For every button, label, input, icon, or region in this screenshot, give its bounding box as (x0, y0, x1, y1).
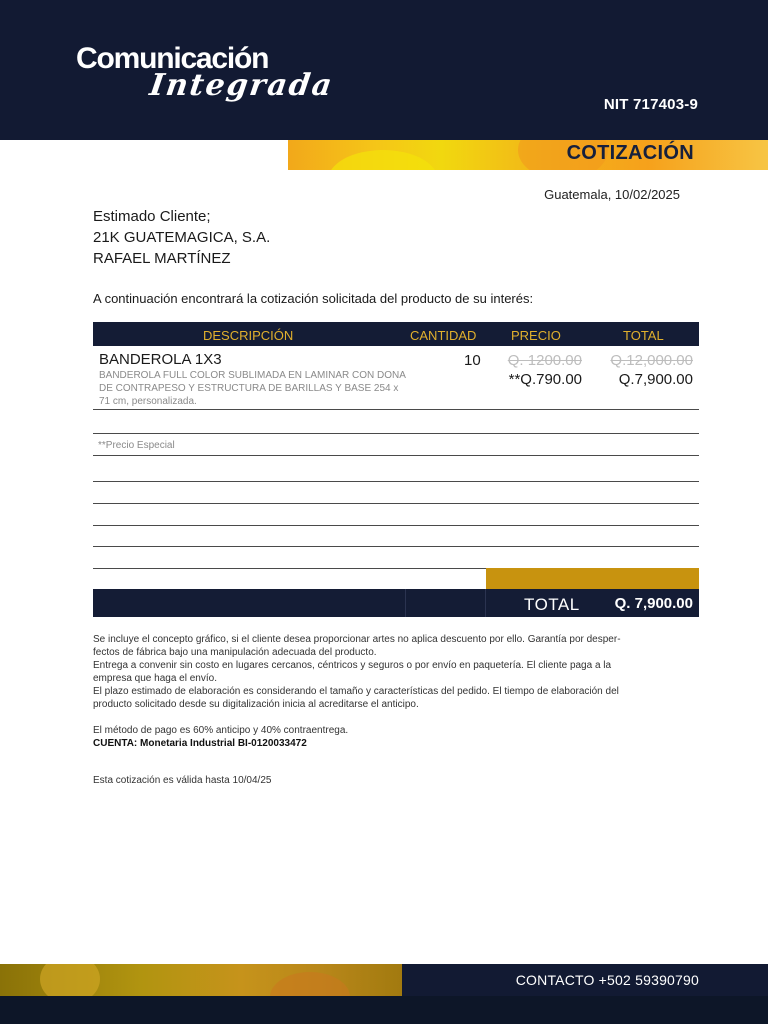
total-accent-bar (486, 568, 699, 589)
terms-line: empresa que haga el envío. (93, 673, 217, 684)
terms-line: producto solicitado desde su digitalización inicia al acreditarse el anticipo. (93, 699, 419, 710)
table-rule (93, 481, 699, 482)
client-company: 21K GUATEMAGICA, S.A. (93, 229, 271, 246)
decorative-blob (270, 972, 350, 996)
table-rule (93, 525, 699, 526)
document-date: Guatemala, 10/02/2025 (544, 187, 680, 202)
item-old-price: Q. 1200.00 (507, 352, 582, 369)
terms-line: Se incluye el concepto gráfico, si el cliente desea proporcionar artes no aplica descuento por ello. Garantía por desper- (93, 634, 621, 645)
item-name: BANDEROLA 1X3 (99, 351, 222, 368)
logo-script-text: Integrada (147, 68, 336, 103)
decorative-blob (40, 964, 100, 996)
terms-line: El plazo estimado de elaboración es considerando el tamaño y características del pedido. El tiempo de elaboración del (93, 686, 619, 697)
special-price-note: **Precio Especial (98, 440, 175, 451)
table-rule (93, 455, 699, 456)
terms-line: Entrega a convenir sin costo en lugares cercanos, céntricos y seguros o por envío en paquetería. El cliente paga a la (93, 660, 612, 671)
table-header (93, 322, 699, 346)
footer-bottom-strip (0, 996, 768, 1024)
terms-line: fectos de fábrica bajo una manipulación adecuada del producto. (93, 647, 377, 658)
total-label: TOTAL (524, 595, 580, 614)
title-band (288, 140, 768, 170)
document-title: COTIZACIÓN (566, 142, 694, 164)
nit-number: NIT 717403-9 (603, 96, 698, 113)
spacer (93, 711, 693, 724)
header-price: PRECIO (511, 328, 561, 343)
item-new-price: **Q.790.00 (508, 371, 582, 388)
header-description: DESCRIPCIÓN (203, 328, 294, 343)
client-contact: RAFAEL MARTÍNEZ (93, 250, 231, 267)
cell-divider (405, 589, 406, 617)
payment-method: El método de pago es 60% anticipo y 40% contraentrega. (93, 725, 349, 736)
table-rule (93, 409, 699, 410)
item-quantity: 10 (464, 352, 481, 369)
intro-text: A continuación encontrará la cotización solicitada del producto de su interés: (93, 291, 534, 306)
table-rule (93, 503, 699, 504)
table-rule (93, 546, 699, 547)
validity-note: Esta cotización es válida hasta 10/04/25 (93, 775, 272, 786)
header-total: TOTAL (623, 328, 664, 343)
header (0, 0, 768, 140)
total-value: Q. 7,900.00 (614, 595, 693, 612)
terms-block (93, 633, 693, 750)
cell-divider (485, 589, 486, 617)
logo-main-text: Comunicación (76, 42, 269, 75)
decorative-blob (328, 150, 438, 170)
total-row (93, 589, 699, 617)
company-logo (76, 40, 336, 120)
footer-decoration (0, 964, 402, 996)
item-new-total: Q.7,900.00 (618, 371, 693, 388)
client-block (93, 206, 270, 269)
item-description: BANDEROLA FULL COLOR SUBLIMADA EN LAMINAR CON DONA DE CONTRAPESO Y ESTRUCTURA DE BARILLAS Y BASE 254 x 71 cm, personalizada. (99, 370, 406, 407)
bank-account: CUENTA: Monetaria Industrial BI-0120033472 (93, 738, 307, 749)
footer (0, 964, 768, 1024)
item-old-total: Q.12,000.00 (610, 352, 693, 369)
footer-contact: CONTACTO +502 59390790 (515, 972, 699, 988)
table-rule (93, 433, 699, 434)
header-quantity: CANTIDAD (410, 328, 477, 343)
client-greeting: Estimado Cliente; (93, 208, 211, 225)
